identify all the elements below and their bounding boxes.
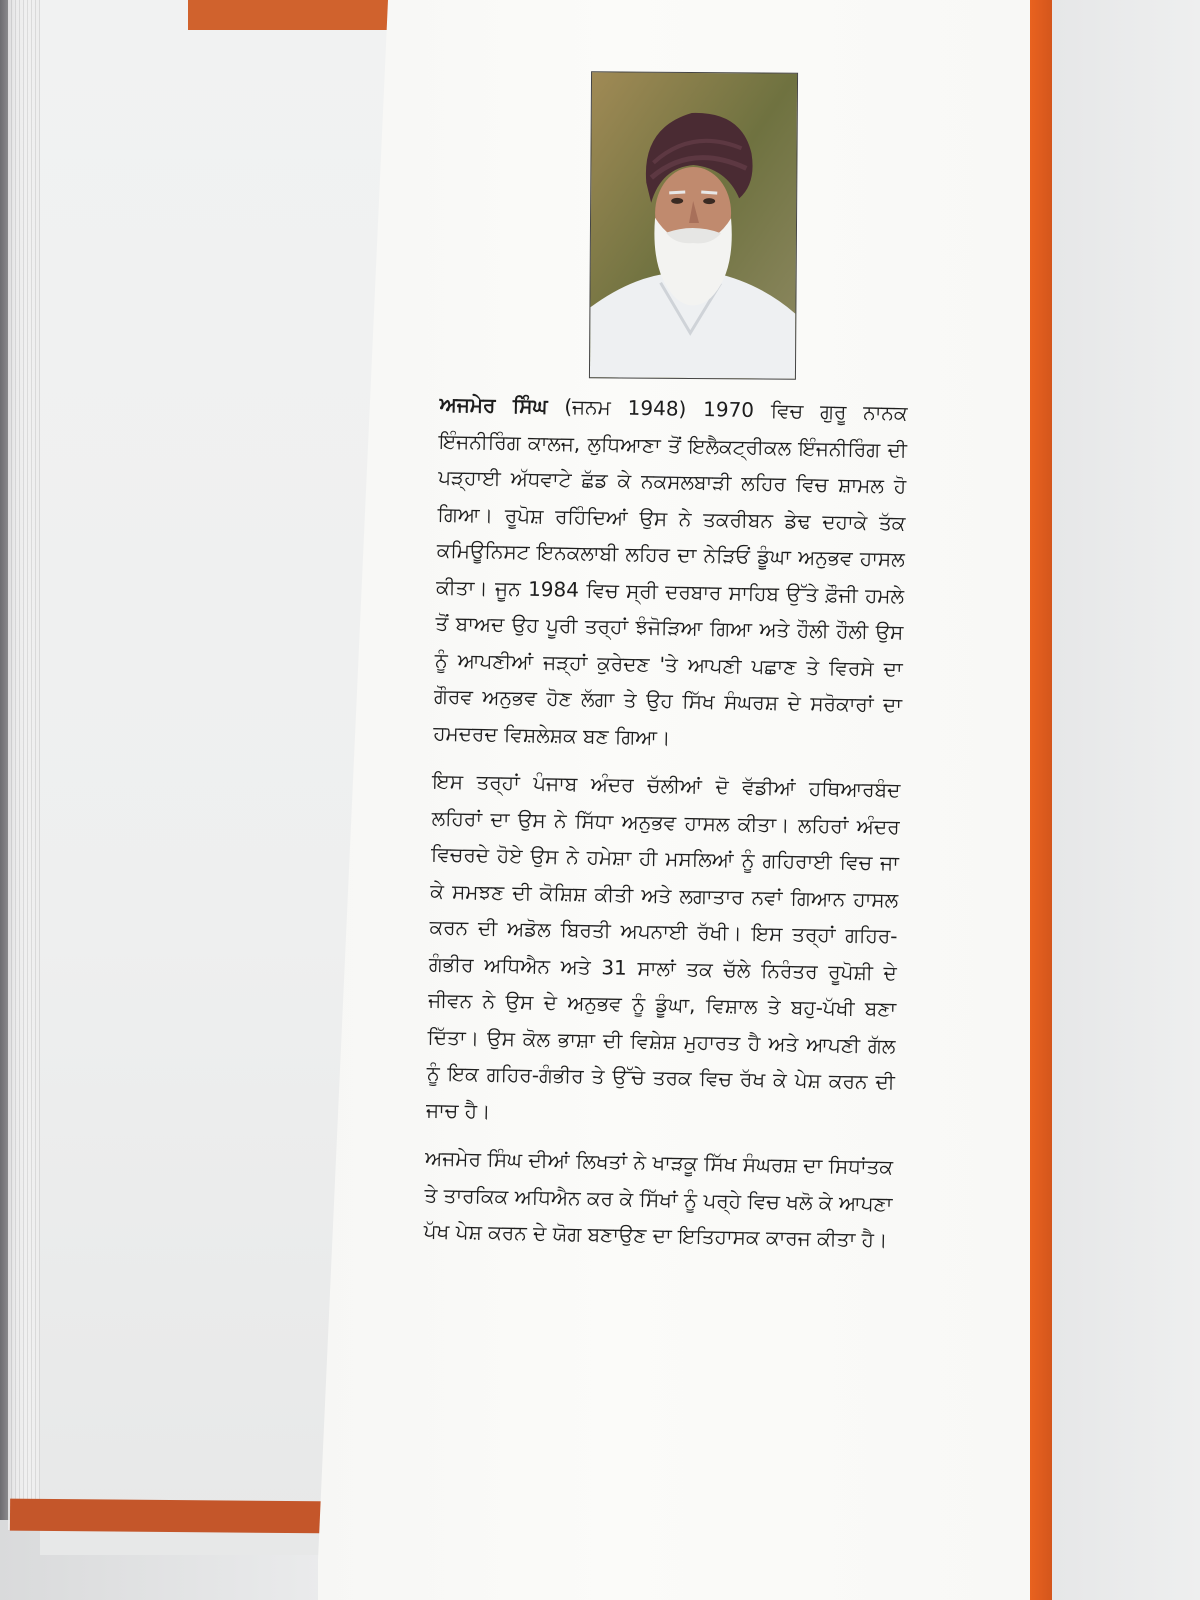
author-bio	[423, 386, 908, 1270]
flap-orange-edge	[1030, 0, 1052, 1600]
author-name: ਅਜਮੇਰ ਸਿੰਘ	[439, 391, 548, 419]
cover-bottom-orange-band	[10, 1499, 335, 1534]
bio-paragraph-2: ਇਸ ਤਰ੍ਹਾਂ ਪੰਜਾਬ ਅੰਦਰ ਚੱਲੀਆਂ ਦੋ ਵੱਡੀਆਂ ਹਥਿਆਰਬੰਦ ਲਹਿਰਾਂ ਦਾ ਉਸ ਨੇ ਸਿੱਧਾ ਅਨੁਭਵ ਹਾਸਲ ਕੀਤਾ। ਲਹਿਰਾਂ ਅੰਦਰ ਵਿਚਰਦੇ ਹੋਏ ਉਸ ਨੇ ਹਮੇਸ਼ਾ ਹੀ ਮਸਲਿਆਂ ਨੂੰ ਗਹਿਰਾਈ ਵਿਚ ਜਾ ਕੇ ਸਮਝਣ ਦੀ ਕੋਸ਼ਿਸ਼ ਕੀਤੀ ਅਤੇ ਲਗਾਤਾਰ ਨਵਾਂ ਗਿਆਨ ਹਾਸਲ ਕਰਨ ਦੀ ਅਡੋਲ ਬਿਰਤੀ ਅਪਨਾਈ ਰੱਖੀ। ਇਸ ਤਰ੍ਹਾਂ ਗਹਿਰ-ਗੰਭੀਰ ਅਧਿਐਨ ਅਤੇ 31 ਸਾਲਾਂ ਤਕ ਚੱਲੇ ਨਿਰੰਤਰ ਰੂਪੋਸ਼ੀ ਦੇ ਜੀਵਨ ਨੇ ਉਸ ਦੇ ਅਨੁਭਵ ਨੂੰ ਡੂੰਘਾ, ਵਿਸ਼ਾਲ ਤੇ ਬਹੁ-ਪੱਖੀ ਬਣਾ ਦਿੱਤਾ। ਉਸ ਕੋਲ ਭਾਸ਼ਾ ਦੀ ਵਿਸ਼ੇਸ਼ ਮੁਹਾਰਤ ਹੈ ਅਤੇ ਆਪਣੀ ਗੱਲ ਨੂੰ ਇਕ ਗਹਿਰ-ਗੰਭੀਰ ਤੇ ਉੱਚੇ ਤਰਕ ਵਿਚ ਰੱਖ ਕੇ ਪੇਸ਼ ਕਰਨ ਦੀ ਜਾਚ ਹੈ।	[425, 768, 901, 1123]
bio-paragraph-3: ਅਜਮੇਰ ਸਿੰਘ ਦੀਆਂ ਲਿਖਤਾਂ ਨੇ ਖਾੜਕੂ ਸਿੱਖ ਸੰਘਰਸ਼ ਦਾ ਸਿਧਾਂਤਕ ਤੇ ਤਾਰਕਿਕ ਅਧਿਐਨ ਕਰ ਕੇ ਸਿੱਖਾਂ ਨੂੰ ਪਰ੍ਹੇ ਵਿਚ ਖਲੋ ਕੇ ਆਪਣਾ ਪੱਖ ਪੇਸ਼ ਕਰਨ ਦੇ ਯੋਗ ਬਣਾਉਣ ਦਾ ਇਤਿਹਾਸਕ ਕਾਰਜ ਕੀਤਾ ਹੈ।	[423, 1145, 894, 1252]
author-photo	[589, 71, 798, 379]
cover-top-orange-band	[188, 0, 396, 30]
bio-paragraph-1	[433, 386, 908, 760]
right-background	[1052, 0, 1200, 1600]
bio-paragraph-1-text: (ਜਨਮ 1948) 1970 ਵਿਚ ਗੁਰੂ ਨਾਨਕ ਇੰਜਨੀਰਿੰਗ ਕਾਲਜ, ਲੁਧਿਆਣਾ ਤੋਂ ਇਲੈਕਟ੍ਰੀਕਲ ਇੰਜਨੀਰਿੰਗ ਦੀ ਪੜ੍ਹਾਈ ਅੱਧਵਾਟੇ ਛੱਡ ਕੇ ਨਕਸਲਬਾੜੀ ਲਹਿਰ ਵਿਚ ਸ਼ਾਮਲ ਹੋ ਗਿਆ। ਰੂਪੋਸ਼ ਰਹਿੰਦਿਆਂ ਉਸ ਨੇ ਤਕਰੀਬਨ ਡੇਢ ਦਹਾਕੇ ਤੱਕ ਕਮਿਊਨਿਸਟ ਇਨਕਲਾਬੀ ਲਹਿਰ ਦਾ ਨੇੜਿਓਂ ਡੂੰਘਾ ਅਨੁਭਵ ਹਾਸਲ ਕੀਤਾ। ਜੂਨ 1984 ਵਿਚ ਸ੍ਰੀ ਦਰਬਾਰ ਸਾਹਿਬ ਉੱਤੇ ਫ਼ੌਜੀ ਹਮਲੇ ਤੋਂ ਬਾਅਦ ਉਹ ਪੂਰੀ ਤਰ੍ਹਾਂ ਝੰਜੋੜਿਆ ਗਿਆ ਅਤੇ ਹੌਲੀ ਹੌਲੀ ਉਸ ਨੂੰ ਆਪਣੀਆਂ ਜੜ੍ਹਾਂ ਕੁਰੇਦਣ 'ਤੇ ਆਪਣੀ ਪਛਾਣ ਤੇ ਵਿਰਸੇ ਦਾ ਗੌਰਵ ਅਨੁਭਵ ਹੋਣ ਲੱਗਾ ਤੇ ਉਹ ਸਿੱਖ ਸੰਘਰਸ਼ ਦੇ ਸਰੋਕਾਰਾਂ ਦਾ ਹਮਦਰਦ ਵਿਸ਼ਲੇਸ਼ਕ ਬਣ ਗਿਆ।	[433, 394, 908, 749]
